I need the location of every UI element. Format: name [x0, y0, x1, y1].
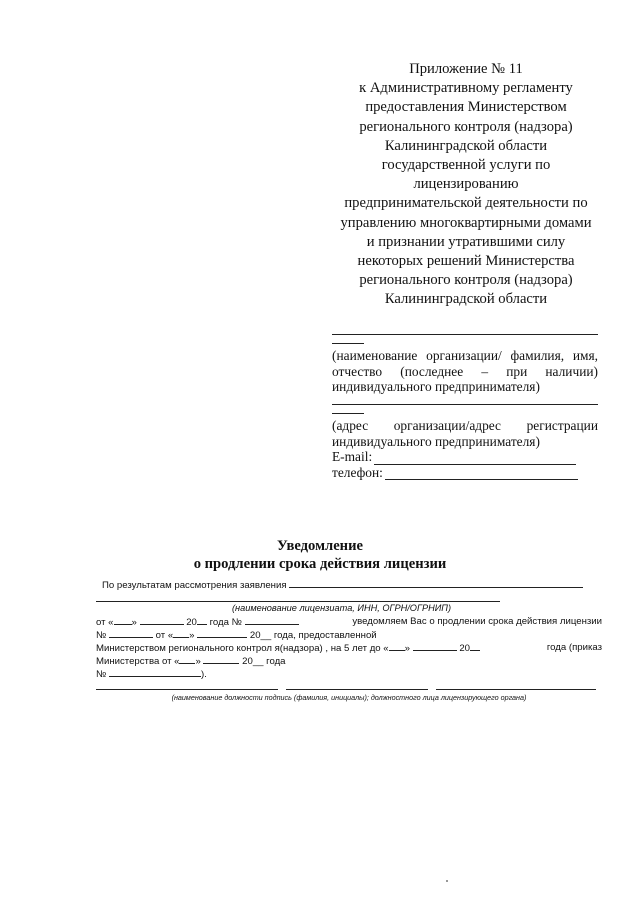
position-field[interactable]	[96, 688, 278, 690]
phone-row	[332, 465, 578, 481]
title-line-2: о продлении срока действия лицензии	[193, 556, 447, 572]
title-line-1: Уведомление	[277, 538, 363, 554]
applicant-address-field[interactable]	[332, 390, 598, 405]
applicant-name-field-cont[interactable]	[332, 335, 364, 344]
applicant-name-caption: отчество (последнее – при наличии)	[332, 363, 598, 379]
order-number-field[interactable]	[109, 667, 201, 677]
licensee-field[interactable]	[96, 592, 500, 602]
text-fragment: ).	[200, 669, 207, 680]
signature-field[interactable]	[286, 688, 428, 690]
license-number-field[interactable]	[109, 628, 153, 638]
text-fragment: »	[189, 630, 195, 641]
text-fragment: №	[96, 630, 107, 641]
email-row	[332, 449, 576, 465]
appendix-line: государственной услуги по	[381, 157, 551, 174]
applicant-name-caption: (наименование организации/ фамилия, имя,	[332, 348, 598, 363]
text-fragment: Министерства от «	[96, 656, 180, 667]
appendix-line: Калининградской области	[384, 137, 548, 154]
appendix-line: регионального контроля (надзора)	[359, 118, 573, 135]
license-day-field[interactable]	[173, 628, 189, 638]
appendix-header	[318, 60, 614, 310]
text-fragment: от «	[155, 630, 174, 641]
applicant-name-block	[332, 320, 598, 395]
form-line-5	[96, 641, 602, 655]
applicant-address-block	[332, 390, 598, 480]
form-line-1	[96, 578, 583, 592]
appendix-line: предоставления Министерством	[365, 99, 567, 116]
day-field[interactable]	[114, 615, 132, 625]
text-fragment: №	[96, 669, 107, 680]
form-line-4	[96, 628, 377, 642]
phone-label: телефон:	[332, 464, 383, 480]
until-month-field[interactable]	[413, 641, 457, 651]
applicant-address-field-cont[interactable]	[332, 405, 364, 414]
license-month-field[interactable]	[197, 628, 247, 638]
text-fragment: »	[131, 617, 137, 628]
scan-speck	[446, 880, 448, 882]
document-title	[0, 537, 640, 573]
form-line-7	[96, 667, 207, 681]
official-field[interactable]	[436, 688, 596, 690]
appendix-line: Приложение № 11	[409, 61, 523, 77]
appendix-line: и признании утратившими силу	[366, 233, 566, 250]
form-line-3	[96, 615, 602, 629]
appendix-line: некоторых решений Министерства	[357, 253, 575, 270]
text-fragment: »	[404, 643, 410, 654]
text-fragment: »	[195, 656, 201, 667]
month-field[interactable]	[140, 615, 184, 625]
text-fragment: 20__ года, предоставленной	[249, 630, 377, 641]
notification-form	[96, 578, 602, 693]
text-fragment: уведомляем Вас о продлении срока действия лицензии	[352, 616, 602, 627]
applicant-address-caption: (адрес организации/адрес регистрации	[332, 418, 598, 433]
appendix-line: регионального контроля (надзора)	[359, 272, 573, 289]
email-field[interactable]	[374, 452, 576, 465]
application-field[interactable]	[289, 578, 583, 588]
appendix-line: управлению многоквартирными домами	[340, 214, 592, 231]
number-field[interactable]	[245, 615, 299, 625]
text-fragment: года №	[209, 617, 242, 628]
text-fragment: года (приказ	[546, 642, 602, 653]
year-field[interactable]	[197, 615, 207, 625]
text-fragment: 20	[459, 643, 470, 654]
licensee-caption: (наименование лицензиата, ИНН, ОГРН/ОГРНИП)	[232, 603, 452, 613]
applicant-name-field[interactable]	[332, 320, 598, 335]
appendix-line: лицензированию	[413, 176, 519, 193]
text-fragment: 20__ года	[242, 656, 286, 667]
form-line-6	[96, 654, 286, 668]
appendix-line: к Административному регламенту	[359, 80, 573, 97]
text-fragment: 20	[186, 617, 197, 628]
until-year-field[interactable]	[470, 641, 480, 651]
phone-field[interactable]	[385, 467, 578, 480]
appendix-line: предпринимательской деятельности по	[344, 195, 588, 212]
appendix-line: Калининградской области	[384, 291, 548, 308]
text-fragment: от «	[96, 617, 114, 628]
form-intro-text: По результатам рассмотрения заявления	[102, 580, 287, 591]
text-fragment: Министерством регионального контрол я(надзора) , на 5 лет до «	[96, 643, 389, 654]
applicant-address-caption: индивидуального предпринимателя)	[332, 433, 540, 449]
until-day-field[interactable]	[389, 641, 405, 651]
applicant-name-caption: индивидуального предпринимателя)	[332, 379, 540, 394]
signature-block	[96, 688, 602, 708]
email-label: E-mail:	[332, 449, 373, 464]
signature-caption: (наименование должности подпись (фамилия, инициалы); должностного лица лицензирующего органа)	[171, 693, 527, 702]
order-day-field[interactable]	[179, 654, 195, 664]
order-month-field[interactable]	[203, 654, 239, 664]
